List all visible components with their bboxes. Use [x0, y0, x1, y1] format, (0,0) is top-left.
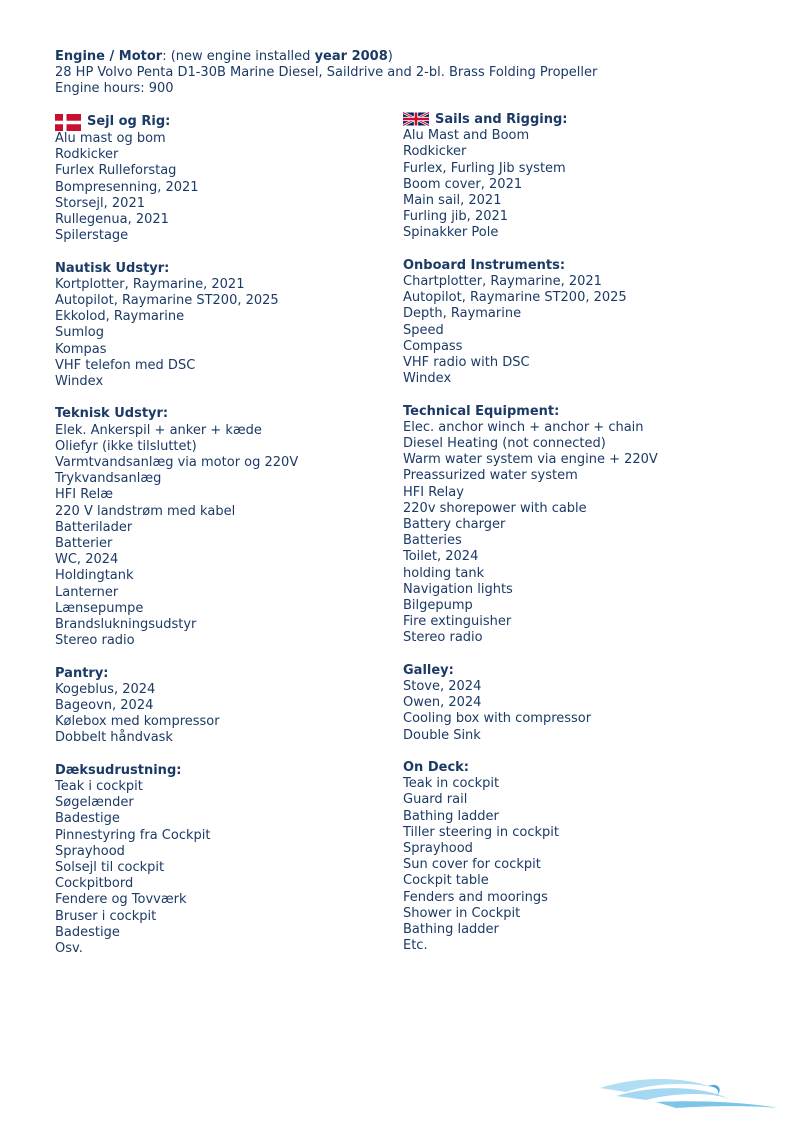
list-item: VHF telefon med DSC: [55, 357, 196, 373]
list-item: Windex: [403, 371, 452, 387]
list-item: Autopilot, Raymarine ST200, 2025: [55, 293, 279, 309]
list-item: Sprayhood: [403, 841, 473, 857]
section-title: [403, 663, 743, 679]
list-item: Furlex, Furling Jib system: [403, 160, 566, 176]
list-item: Batterilader: [55, 519, 133, 535]
list-item: Batteries: [403, 533, 462, 549]
list-item: Cooling box with compressor: [403, 711, 592, 727]
list-item: Autopilot, Raymarine ST200, 2025: [403, 290, 627, 306]
list-item: Kølebox med kompressor: [55, 714, 220, 730]
list-item: Warm water system via engine + 220V: [403, 452, 658, 468]
list-item: Bathing ladder: [403, 922, 499, 938]
list-item: Diesel Heating (not connected): [403, 436, 606, 452]
list-item: Preassurized water system: [403, 468, 578, 484]
engine-block: [55, 49, 755, 98]
list-item: Navigation lights: [403, 581, 513, 597]
section-title-text: Technical Equipment:: [403, 403, 560, 419]
list-item: 220 V landstrøm med kabel: [55, 503, 236, 519]
section: [403, 760, 743, 954]
list-item: Badestige: [55, 924, 120, 940]
section: [55, 114, 395, 244]
list-item: Speed: [403, 322, 444, 338]
list-item: Windex: [55, 374, 104, 390]
list-item: VHF radio with DSC: [403, 355, 530, 371]
section-title-text: Pantry:: [55, 665, 109, 681]
engine-hours: Engine hours: 900: [55, 81, 174, 97]
engine-note-prefix: : (new engine installed: [162, 49, 315, 64]
section-title-text: Teknisk Udstyr:: [55, 406, 169, 422]
section-title: [403, 760, 743, 776]
list-item: Bilgepump: [403, 598, 473, 614]
engine-description: 28 HP Volvo Penta D1-30B Marine Diesel, Saildrive and 2-bl. Brass Folding Propeller: [55, 65, 598, 81]
list-item: Chartplotter, Raymarine, 2021: [403, 274, 602, 290]
list-item: Osv.: [55, 941, 83, 957]
list-item: Alu mast og bom: [55, 131, 166, 146]
list-item: Sprayhood: [55, 843, 125, 859]
section-title-text: On Deck:: [403, 760, 469, 776]
section-title-text: Sails and Rigging:: [435, 112, 568, 127]
list-item: Ekkolod, Raymarine: [55, 309, 185, 325]
wave-logo-icon: [596, 1072, 781, 1118]
engine-heading-line: [55, 49, 755, 65]
list-item: Shower in Cockpit: [403, 905, 521, 921]
engine-year: year 2008: [314, 49, 388, 64]
danish-column: [55, 114, 395, 973]
list-item: Fendere og Tovværk: [55, 892, 187, 908]
list-item: Toilet, 2024: [403, 549, 479, 565]
list-item: Boom cover, 2021: [403, 176, 523, 192]
list-item: Oliefyr (ikke tilsluttet): [55, 438, 197, 454]
list-item: Kogeblus, 2024: [55, 681, 156, 697]
list-item: HFI Relæ: [55, 487, 114, 503]
engine-note-suffix: ): [387, 49, 393, 64]
list-item: Pinnestyring fra Cockpit: [55, 827, 211, 843]
list-item: Spinakker Pole: [403, 225, 499, 241]
denmark-flag-icon: [55, 114, 81, 131]
list-item: Main sail, 2021: [403, 193, 502, 209]
list-item: Cockpitbord: [55, 876, 134, 892]
list-item: Badestige: [55, 811, 120, 827]
list-item: Tiller steering in cockpit: [403, 824, 560, 840]
engine-heading: Engine / Motor: [55, 49, 163, 64]
list-item: Lanterner: [55, 584, 119, 600]
list-item: Sumlog: [55, 325, 104, 341]
list-item: Guard rail: [403, 792, 468, 808]
list-item: Bompresenning, 2021: [55, 179, 199, 195]
list-item: Furlex Rulleforstag: [55, 163, 177, 179]
list-item: Elec. anchor winch + anchor + chain: [403, 419, 644, 435]
section: [55, 406, 395, 649]
section: [55, 666, 395, 747]
list-item: Storsejl, 2021: [55, 195, 145, 211]
list-item: Furling jib, 2021: [403, 209, 509, 225]
list-item: Bruser i cockpit: [55, 908, 157, 924]
uk-flag-icon: [403, 112, 429, 126]
section-title-text: Sejl og Rig:: [87, 114, 171, 129]
english-column: [403, 112, 743, 971]
section-title: [55, 114, 395, 131]
list-item: Stereo radio: [55, 633, 135, 649]
list-item: WC, 2024: [55, 552, 119, 568]
list-item: Varmtvandsanlæg via motor og 220V: [55, 455, 299, 471]
list-item: Solsejl til cockpit: [55, 860, 165, 876]
list-item: Kortplotter, Raymarine, 2021: [55, 276, 245, 292]
list-item: Depth, Raymarine: [403, 306, 522, 322]
list-item: Bathing ladder: [403, 808, 499, 824]
list-item: Rullegenua, 2021: [55, 212, 169, 228]
list-item: Cockpit table: [403, 873, 489, 889]
list-item: Trykvandsanlæg: [55, 471, 162, 487]
list-item: Double Sink: [403, 727, 481, 743]
list-item: Batterier: [55, 536, 113, 552]
list-item: Kompas: [55, 341, 107, 357]
list-item: Stove, 2024: [403, 679, 482, 695]
section-title-text: Onboard Instruments:: [403, 257, 566, 273]
list-item: Battery charger: [403, 517, 506, 533]
section-title: [403, 258, 743, 274]
list-item: Compass: [403, 338, 463, 354]
section-title-text: Dæksudrustning:: [55, 762, 182, 778]
list-item: Teak in cockpit: [403, 776, 500, 792]
list-item: Owen, 2024: [403, 695, 482, 711]
list-item: Lænsepumpe: [55, 600, 144, 616]
list-item: Stereo radio: [403, 630, 483, 646]
section-title: [55, 406, 395, 422]
section: [403, 404, 743, 647]
list-item: Fire extinguisher: [403, 614, 512, 630]
list-item: Etc.: [403, 938, 428, 954]
section: [403, 663, 743, 744]
list-item: Fenders and moorings: [403, 889, 548, 905]
section-title: [403, 112, 743, 128]
list-item: Alu Mast and Boom: [403, 128, 530, 144]
list-item: holding tank: [403, 565, 485, 581]
list-item: Teak i cockpit: [55, 779, 143, 795]
list-item: Spilerstage: [55, 228, 129, 244]
section-title-text: Galley:: [403, 662, 454, 678]
section: [403, 258, 743, 388]
list-item: Rodkicker: [55, 147, 119, 163]
list-item: Dobbelt håndvask: [55, 730, 173, 746]
list-item: Bageovn, 2024: [55, 698, 154, 714]
section-title: [55, 763, 395, 779]
section-title-text: Nautisk Udstyr:: [55, 260, 170, 276]
section: [55, 763, 395, 957]
list-item: Rodkicker: [403, 144, 467, 160]
section-title: [55, 261, 395, 277]
section-title: [55, 666, 395, 682]
list-item: HFI Relay: [403, 484, 464, 500]
list-item: Søgelænder: [55, 795, 134, 811]
list-item: Sun cover for cockpit: [403, 857, 541, 873]
list-item: 220v shorepower with cable: [403, 500, 587, 516]
section: [403, 112, 743, 242]
list-item: Brandslukningsudstyr: [55, 617, 197, 633]
section-title: [403, 404, 743, 420]
section: [55, 261, 395, 391]
list-item: Holdingtank: [55, 568, 134, 584]
list-item: Elek. Ankerspil + anker + kæde: [55, 422, 262, 438]
